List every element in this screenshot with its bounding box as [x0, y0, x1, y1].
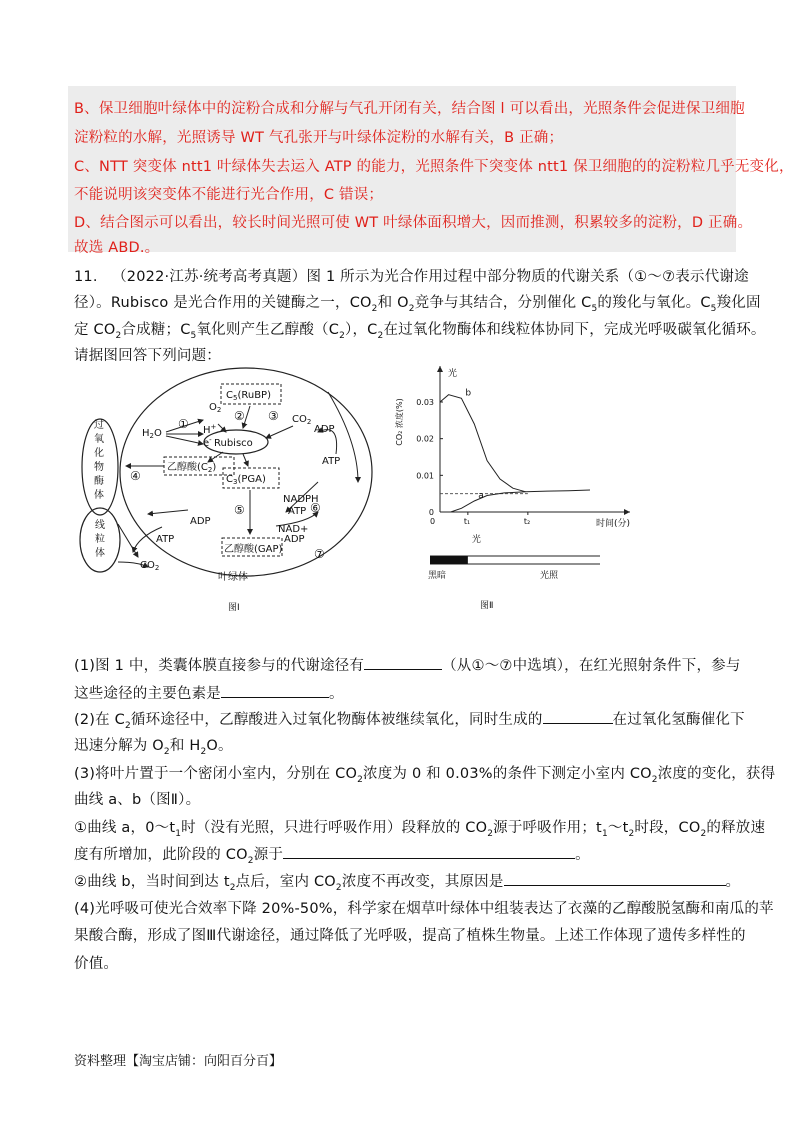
y-tick-label: 0.02 — [416, 434, 434, 444]
subq-3-line-5: ②曲线 b，当时间到达 $t_2$点后，室内 $CO_2$浓度不再改变，其原因是 。 — [74, 870, 740, 893]
co2-label-top: $CO_2$ — [292, 414, 312, 426]
y-axis-label: CO₂ 浓度(%) — [395, 398, 404, 446]
answer-line-c2: 不能说明该突变体不能进行光合作用，C 错误； — [74, 187, 384, 203]
figure-1-diagram — [78, 362, 378, 618]
c3-label: $C_3(PGA)$ — [226, 474, 266, 486]
question-source: （2022·江苏·统考高考真题） — [112, 269, 307, 285]
y-tick-label: 0 — [428, 508, 434, 517]
question-line-2: 径）。Rubisco 是光合作用的关键酶之一，$CO_2$和 $O_2$竞争与其结合，分别催化 $C_5$的羧化与氧化。$C_5$羧化固 — [74, 295, 761, 314]
svg-text:体: 体 — [95, 548, 105, 559]
gap-label: 乙醇酸(GAP) — [224, 544, 283, 555]
svg-text:粒: 粒 — [95, 534, 105, 545]
light-label-bottom: 光 — [471, 535, 481, 545]
c5-label: $C_5(RuBP)$ — [226, 390, 271, 402]
figure-1-caption: 图Ⅰ — [228, 603, 240, 613]
subq-1-line-1: (1)图 1 中，类囊体膜直接参与的代谢途径有 （从①～⑦中选填），在红光照射条件下，参与 — [74, 654, 741, 675]
mitochondrion-label — [95, 518, 105, 559]
hplus-label: H+ — [203, 423, 217, 436]
series-label-b: b — [465, 388, 472, 399]
glycolate-label: 乙醇酸$(C_2)$ — [167, 462, 217, 474]
eminus-label: e- — [203, 436, 212, 449]
subq-4-line-2: 果酸合酶，形成了图Ⅲ代谢途径，通过降低了光呼吸，提高了植株生物量。上述工作体现了遗传多样性的 — [74, 928, 746, 944]
nadph-label: NADPH — [283, 494, 319, 505]
answer-blank-4[interactable] — [283, 844, 575, 859]
y-tick-label: 0.03 — [416, 398, 434, 407]
light-label-top: 光 — [448, 369, 458, 379]
series-line-b — [440, 395, 526, 492]
series-label-a: a — [478, 491, 484, 501]
dark-period-bar — [430, 556, 468, 564]
pathway-3: ③ — [268, 409, 279, 423]
rubisco-label: Rubisco — [214, 438, 253, 449]
subq-2-line-2: 迅速分解为 $O_2$和 $H_2O$。 — [74, 738, 233, 757]
answer-line-d2: 故选 ABD.。 — [74, 240, 160, 256]
answer-line-d1: D、结合图示可以看出，较长时间光照可使 WT 叶绿体面积增大，因而推测，积累较多的淀粉，D 正确。 — [74, 215, 753, 231]
chloroplast-label: 叶绿体 — [218, 572, 248, 583]
svg-text:过: 过 — [94, 420, 104, 431]
question-line-1 — [74, 265, 749, 286]
o2-label: $O_2$ — [209, 402, 222, 414]
adp-label-2: ADP — [284, 534, 305, 545]
svg-text:线: 线 — [95, 520, 105, 531]
subq-1-line-2: 这些途径的主要色素是 。 — [74, 682, 344, 703]
pathway-4: ④ — [130, 469, 141, 483]
question-line-4: 请据图回答下列问题： — [74, 348, 221, 364]
nadp-label: NAD+ — [278, 524, 309, 535]
answer-blank-1[interactable] — [364, 655, 442, 670]
x-tick-label: 0 — [430, 517, 436, 526]
x-axis-arrow — [624, 509, 630, 515]
adp-label-1: ADP — [314, 424, 335, 435]
figure-2-chart — [392, 362, 632, 618]
answer-line-b2: 淀粉粒的水解，光照诱导 WT 气孔张开与叶绿体淀粉的水解有关，B 正确； — [74, 130, 564, 146]
subq-3-line-3: ①曲线 a，$0\sim t_1$时（没有光照，只进行呼吸作用）段释放的 $CO_2$源于呼吸作用；$t_1\sim t_2$时段，$CO_2$的释放速 — [74, 820, 766, 839]
footer-credit: 资料整理【淘宝店铺：向阳百分百】 — [74, 1054, 283, 1069]
h2o-label: $H_2O$ — [142, 428, 162, 440]
dark-label: 黑暗 — [428, 571, 447, 581]
question-number: 11. — [74, 269, 98, 285]
atp-label-2: ATP — [288, 506, 307, 517]
y-axis-arrow — [437, 366, 443, 372]
svg-text:氧: 氧 — [94, 434, 104, 445]
subq-4-line-3: 价值。 — [74, 956, 119, 972]
pathway-5: ⑤ — [234, 503, 245, 517]
atp-label-1: ATP — [322, 456, 341, 467]
y-tick-label: 0.01 — [416, 471, 434, 481]
answer-blank-2[interactable] — [221, 683, 329, 698]
answer-line-c1: C、NTT 突变体 ntt1 叶绿体失去运入 ATP 的能力，光照条件下突变体 ntt1 保卫细胞的的淀粉粒几乎无变化， — [74, 159, 794, 175]
svg-text:酶: 酶 — [94, 476, 104, 487]
svg-text:化: 化 — [94, 448, 104, 459]
peroxisome-label — [94, 418, 104, 501]
adp-label-3: ADP — [190, 516, 211, 527]
pathway-1: ① — [178, 417, 189, 431]
subq-3-line-2: 曲线 a、b（图Ⅱ）。 — [74, 792, 201, 808]
subq-3-line-4: 度有所增加，此阶段的 $CO_2$源于 。 — [74, 843, 590, 866]
answer-line-b1: B、保卫细胞叶绿体中的淀粉合成和分解与气孔开闭有关，结合图 l 可以看出，光照条件会促进保卫细胞 — [74, 101, 745, 117]
answer-blank-3[interactable] — [543, 709, 613, 724]
subq-3-line-1: (3)将叶片置于一个密闭小室内，分别在 $CO_2$浓度为 0 和 0.03%的条件下测定小室内 $CO_2$浓度的变化，获得 — [74, 766, 776, 785]
co2-label-bottom: $CO_2$ — [140, 560, 160, 572]
pathway-7: ⑦ — [314, 547, 325, 561]
figure-2-caption: 图Ⅱ — [480, 601, 494, 611]
subq-4-line-1: (4)光呼吸可使光合效率下降 20%-50%，科学家在烟草叶绿体中组装表达了衣藻的乙醇酸脱氢酶和南瓜的苹 — [74, 901, 774, 917]
pathway-6: ⑥ — [310, 501, 321, 515]
question-line-3: 定 $CO_2$合成糖；$C_5$氧化则产生乙醇酸$(C_2)$，$C_2$在过氧化物酶体和线粒体协同下，完成光呼吸碳氧化循环。 — [74, 322, 766, 341]
pathway-2: ② — [234, 409, 245, 423]
svg-text:体: 体 — [94, 490, 104, 501]
atp-label-3: ATP — [156, 534, 175, 545]
question-text: 图 1 所示为光合作用过程中部分物质的代谢关系（①～⑦表示代谢途 — [306, 269, 749, 285]
lit-label: 光照 — [540, 571, 559, 581]
svg-text:物: 物 — [94, 462, 104, 473]
answer-blank-5[interactable] — [504, 871, 726, 886]
x-axis-label: 时间(分) — [596, 519, 631, 529]
subq-2-line-1: (2)在 $C_2$循环途径中，乙醇酸进入过氧化物酶体被继续氧化，同时生成的 在过氧化氢酶催化下 — [74, 708, 745, 731]
x-tick-label: t₂ — [523, 517, 531, 526]
x-tick-label: t₁ — [463, 517, 471, 526]
